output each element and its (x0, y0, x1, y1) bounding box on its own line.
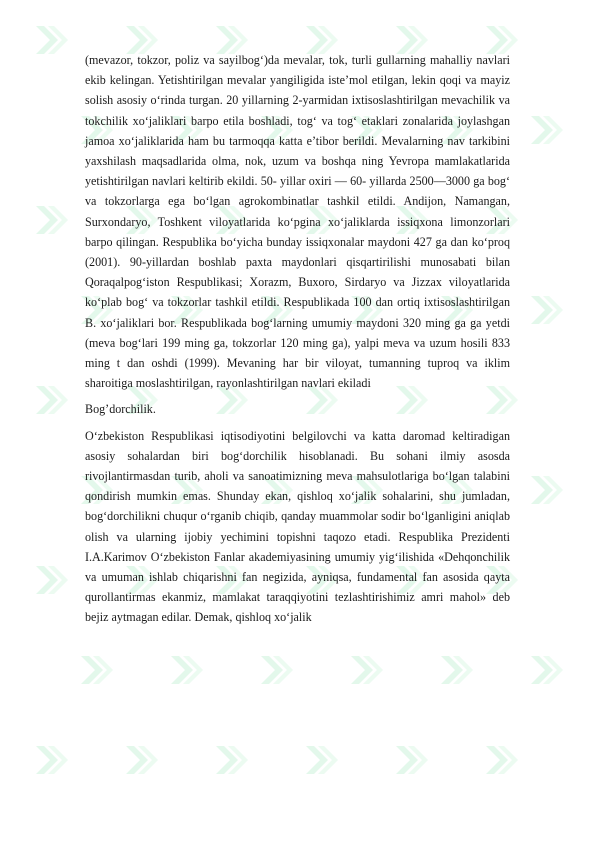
paragraph-2: O‘zbekiston Respublikasi iqtisodiyotini belgilovchi va katta daromad keltiradigan asosiy sohalardan biri bog‘dorchilik hisoblanadi. Bu sohani ilmiy asosda rivojlantirmasdan turib, aholi va sanoatimizning meva mahsulotlariga bo‘lgan talabini qondirish mumkin emas. Shunday ekan, qishloq xo‘jalik sohalarini, shu jumladan, bog‘dorchilikni chuqur o‘rganib chiqib, qanday muammolar sodir bo‘lganligini aniqlab olish va ularning ijobiy yechimini topishni taqozo etadi. Respublika Prezidenti I.A.Karimov O‘zbekiston Fanlar akademiyasining umumiy yig‘ilishida «Dehqonchilik va umuman ishlab chiqarishni fan negizida, ayniqsa, fundamental fan asosida qayta qurollantirmas ekanmiz, mamlakat taraqqiyotini tezlashtirishimiz amri mahol» deb bejiz aytmagan edilar. Demak, qishloq xo‘jalik (85, 428, 510, 625)
watermark-logo-icon (30, 200, 70, 240)
watermark-logo-icon (525, 650, 565, 690)
watermark-logo-icon (480, 740, 520, 780)
watermark-logo-icon (300, 740, 340, 780)
watermark-logo-icon (30, 560, 70, 600)
watermark-logo-icon (120, 740, 160, 780)
watermark-logo-icon (525, 110, 565, 150)
watermark-logo-icon (525, 470, 565, 510)
watermark-logo-icon (210, 740, 250, 780)
section-heading: Bog’dorchilik. (85, 402, 156, 417)
watermark-logo-icon (255, 650, 295, 690)
watermark-logo-icon (165, 650, 205, 690)
paragraph-1: (mevazor, tokzor, poliz va sayilbog‘)da mevalar, tok, turli gullarning mahalliy navlari ekib kelingan. Yetishtirilgan mevalar yangiligida iste’mol etilgan, lekin qoqi va mayiz solish asosiy o‘rinda turgan. 20 yillarning 2-yarmidan ixtisoslashtirilgan mevachilik va tokchilik xo‘jaliklari barpo etila boshladi, tog‘ va tog‘ etaklari zonalarida joylashgan jamoa xo‘jaliklarida ham bu tarmoqqa katta e’tibor berildi. Mevalarning nav tarkibini yaxshilash maqsadlarida olma, nok, uzum va boshqa ning Yevropa mamlakatlarida yetishtirilgan navlari keltirib ekildi. 50- yillar oxiri — 60- yillarda 2500—3000 ga bog‘ va tokzorlarga ega bo‘lgan agrokombinatlar tashkil etildi. Andijon, Namangan, Surxondaryo, Toshkent viloyatlarida ko‘pgina xo‘jaliklarda issiqxona limonzorlari barpo qilingan. Respublika bo‘yicha bunday issiqxonalar maydoni 427 ga dan ko‘proq (2001). 90-yillardan boshlab paxta maydonlari qisqartirilishi munosabati bilan Qoraqalpog‘iston Respublikasi; Xorazm, Buxoro, Sirdaryo va Jizzax viloyatlarida ko‘plab bog‘ va tokzorlar tashkil etildi. Respublikada 100 dan ortiq ixtisoslashtirilgan B. xo‘jaliklari bor. Respublikada bog‘larning umumiy maydoni 320 ming ga ga yetdi (meva bog‘lari 199 ming ga, tokzorlar 120 ming ga), yalpi meva va uzum hosili 833 ming t dan oshdi (1999). Mevaning har bir viloyat, tumanning tuproq va iklim sharoitiga moslashtirilgan, rayonlashtirilgan navlari ekiladi (85, 53, 510, 391)
watermark-logo-icon (30, 740, 70, 780)
watermark-logo-icon (390, 740, 430, 780)
watermark-logo-icon (30, 20, 70, 60)
watermark-logo-icon (345, 650, 385, 690)
watermark-logo-icon (75, 650, 115, 690)
document-body (85, 50, 510, 628)
watermark-logo-icon (435, 650, 475, 690)
watermark-logo-icon (525, 290, 565, 330)
watermark-logo-icon (30, 380, 70, 420)
